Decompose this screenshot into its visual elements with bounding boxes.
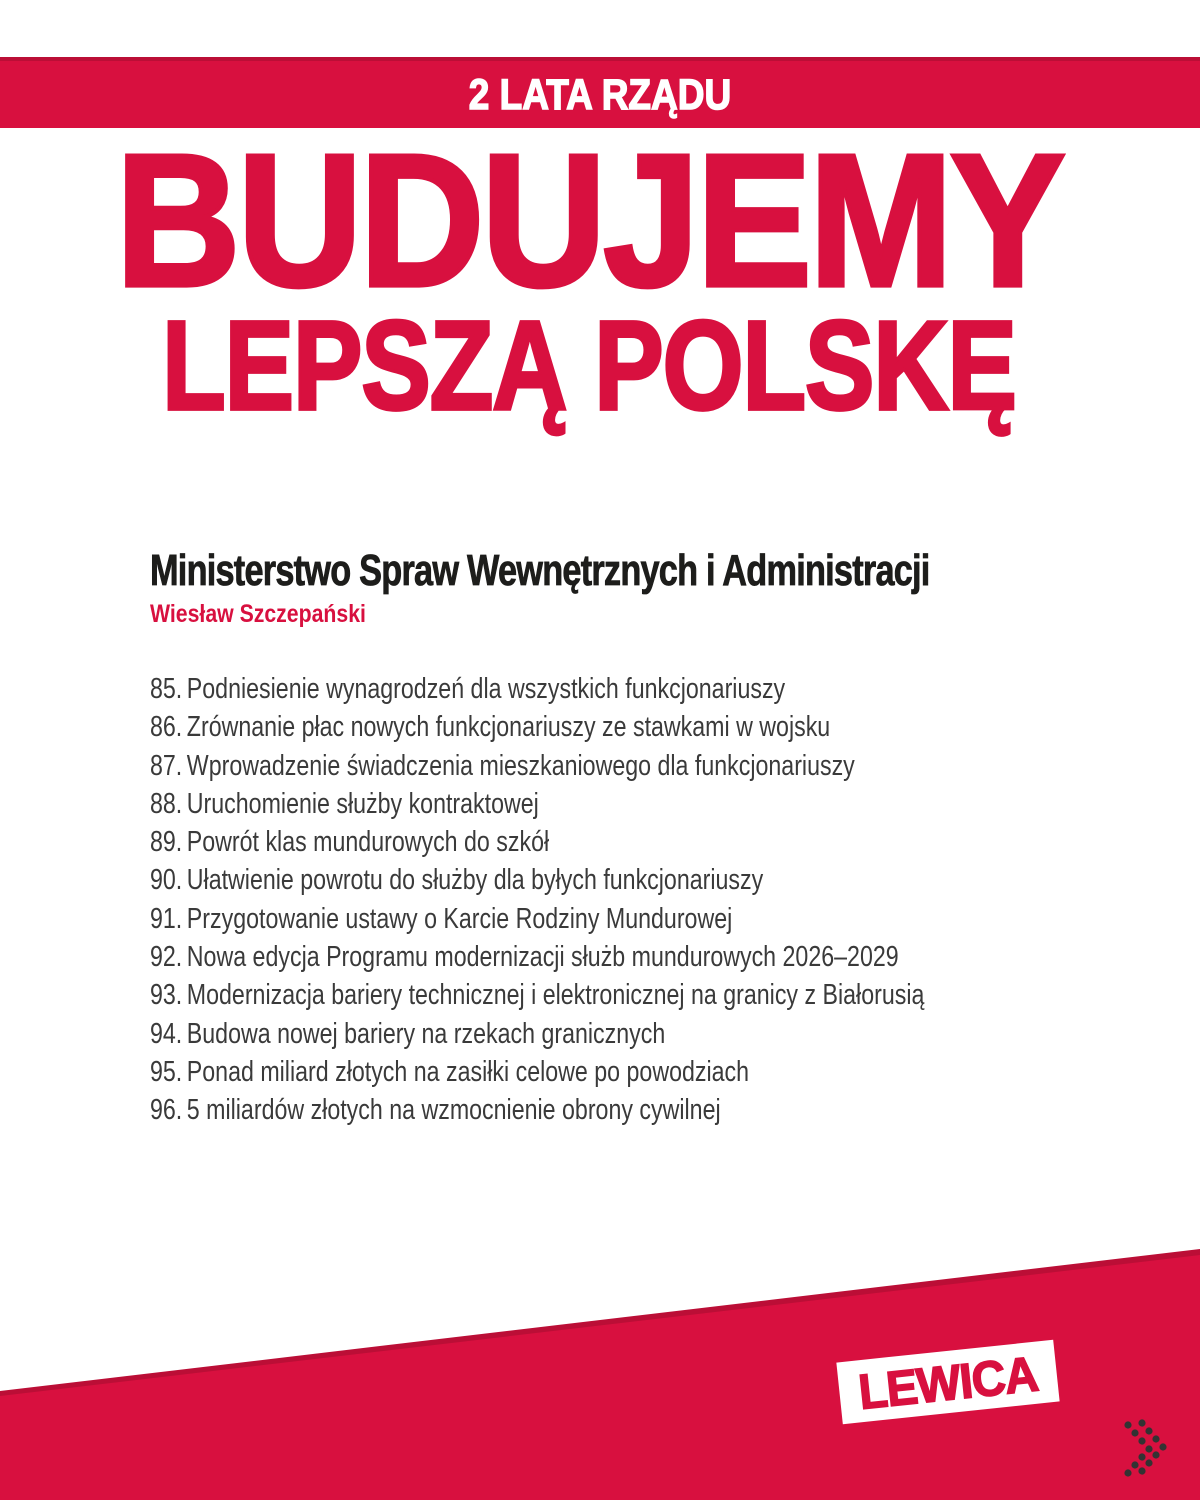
list-item-number: 93. [150, 979, 183, 1012]
list-item-text: Wprowadzenie świadczenia mieszkaniowego dla funkcjonariuszy [186, 749, 855, 782]
program-list [150, 670, 1200, 1130]
list-item-text: Zrównanie płac nowych funkcjonariuszy ze stawkami w wojsku [186, 711, 831, 744]
list-item-text: Modernizacja bariery technicznej i elektronicznej na granicy z Białorusią [186, 979, 925, 1012]
list-item [150, 900, 1200, 938]
list-item-number: 96. [150, 1094, 183, 1127]
list-item-text: Przygotowanie ustawy o Karcie Rodziny Mundurowej [186, 902, 733, 935]
list-item [150, 1053, 1200, 1091]
list-item [150, 1091, 1200, 1129]
list-item-text: Uruchomienie służby kontraktowej [186, 787, 539, 820]
list-item [150, 861, 1200, 899]
list-item [150, 823, 1200, 861]
list-item-number: 88. [150, 787, 183, 820]
title-text-lepsza-polske: LEPSZĄ POLSKĘ [162, 296, 1016, 437]
list-item-number: 92. [150, 941, 183, 974]
dotted-chevron-right-icon [1120, 1418, 1184, 1482]
list-item-text: Podniesienie wynagrodzeń dla wszystkich funkcjonariuszy [186, 673, 786, 705]
list-item [150, 976, 1200, 1014]
list-item-text: Ułatwienie powrotu do służby dla byłych funkcjonariuszy [186, 864, 764, 897]
list-item-text: 5 miliardów złotych na wzmocnienie obrony cywilnej [186, 1094, 721, 1127]
list-item [150, 747, 1200, 785]
ministry-heading: Ministerstwo Spraw Wewnętrznych i Administracji [150, 546, 930, 595]
list-item-number: 90. [150, 864, 183, 897]
list-item-text: Powrót klas mundurowych do szkół [186, 826, 550, 859]
list-item-number: 85. [150, 673, 183, 705]
list-item-number: 89. [150, 826, 183, 859]
main-title-line-2 [0, 296, 1200, 437]
main-title-line-1 [0, 114, 1200, 326]
list-item [150, 938, 1200, 976]
list-item [150, 708, 1200, 746]
list-item-text: Budowa nowej bariery na rzekach granicznych [186, 1017, 666, 1050]
list-item-number: 87. [150, 749, 183, 782]
minister-name: Wiesław Szczepański [150, 600, 366, 628]
list-item-text: Ponad miliard złotych na zasiłki celowe po powodziach [186, 1055, 750, 1088]
list-item-text: Nowa edycja Programu modernizacji służb mundurowych 2026–2029 [186, 941, 899, 974]
footer-band [0, 1246, 1200, 1500]
list-item [150, 785, 1200, 823]
lewica-logo-label: LEWICA [855, 1344, 1041, 1420]
list-item [150, 670, 1200, 708]
list-item-number: 91. [150, 902, 183, 935]
list-item-number: 86. [150, 711, 183, 744]
list-item-number: 95. [150, 1055, 183, 1088]
list-item-number: 94. [150, 1017, 183, 1050]
top-banner-label: 2 LATA RZĄDU [468, 70, 732, 118]
title-text-budujemy: BUDUJEMY [115, 114, 1063, 326]
list-item [150, 1015, 1200, 1053]
